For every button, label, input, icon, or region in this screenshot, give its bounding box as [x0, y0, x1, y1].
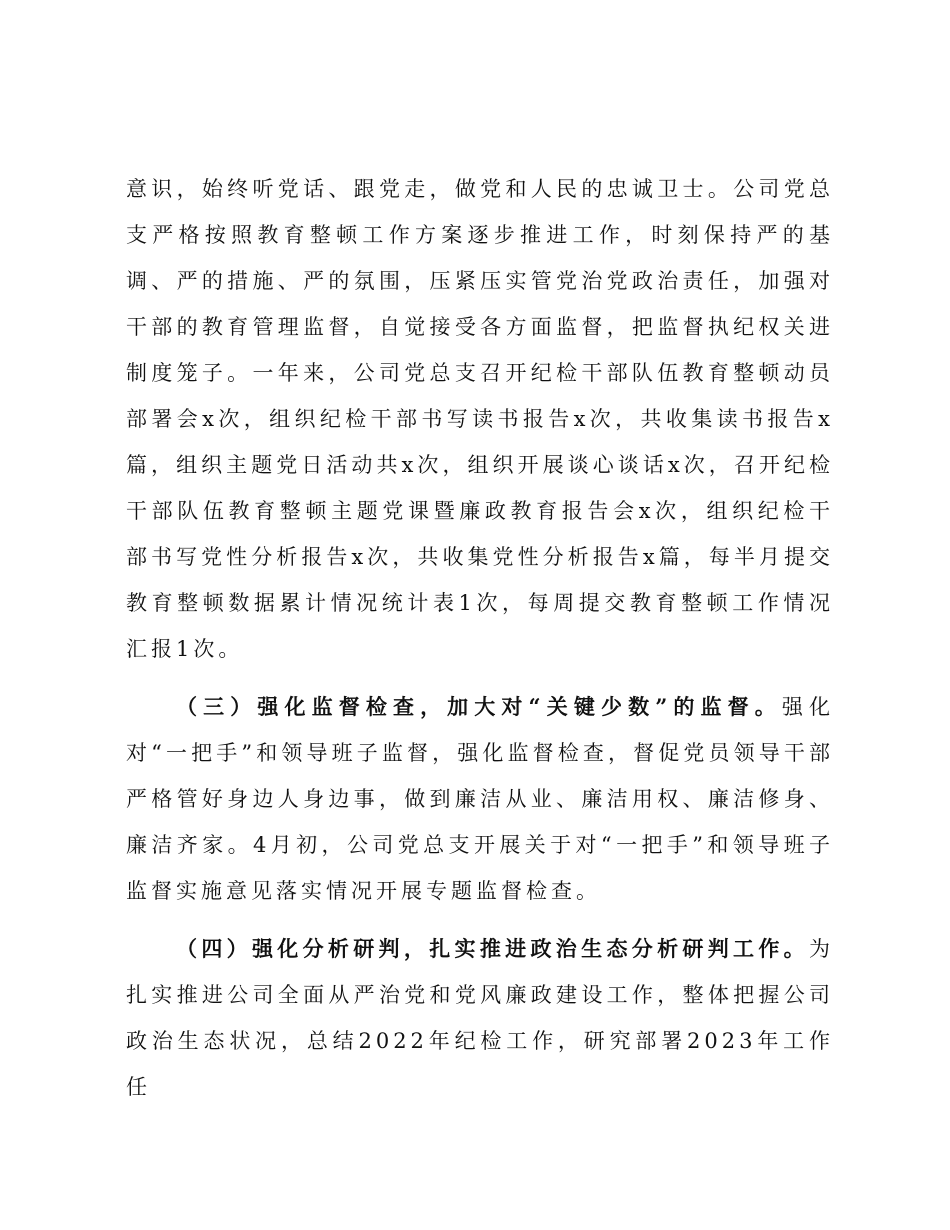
- paragraph-text: 为扎实推进公司全面从严治党和党风廉政建设工作，整体把握公司政治生态状况，总结2022年纪检工作，研究部署2023年工作任: [126, 937, 834, 1099]
- section-heading: （四）强化分析研判，扎实推进政治生态分析研判工作。: [176, 936, 809, 961]
- paragraph-continuation: [126, 166, 834, 672]
- paragraph-text: 意识，始终听党话、跟党走，做党和人民的忠诚卫士。公司党总支严格按照教育整顿工作方案逐步推进工作，时刻保持严的基调、严的措施、严的氛围，压紧压实管党治党政治责任，加强对干部的教育管理监督，自觉接受各方面监督，把监督执纪权关进制度笼子。一年来，公司党总支召开纪检干部队伍教育整顿动员部署会x次，组织纪检干部书写读书报告x次，共收集读书报告x篇，组织主题党日活动共x次，组织开展谈心谈话x次，召开纪检干部队伍教育整顿主题党课暨廉政教育报告会x次，组织纪检干部书写党性分析报告x次，共收集党性分析报告x篇，每半月提交教育整顿数据累计情况统计表1次，每周提交教育整顿工作情况汇报1次。: [126, 177, 834, 661]
- paragraph-section-3: [126, 684, 834, 914]
- document-page: [126, 166, 834, 1110]
- paragraph-section-4: [126, 926, 834, 1110]
- paragraph-text: 强化对“一把手”和领导班子监督，强化监督检查，督促党员领导干部严格管好身边人身边事，做到廉洁从业、廉洁用权、廉洁修身、廉洁齐家。4月初，公司党总支开展关于对“一把手”和领导班子监督实施意见落实情况开展专题监督检查。: [126, 695, 835, 903]
- section-heading: （三）强化监督检查，加大对“关键少数”的监督。: [176, 694, 782, 719]
